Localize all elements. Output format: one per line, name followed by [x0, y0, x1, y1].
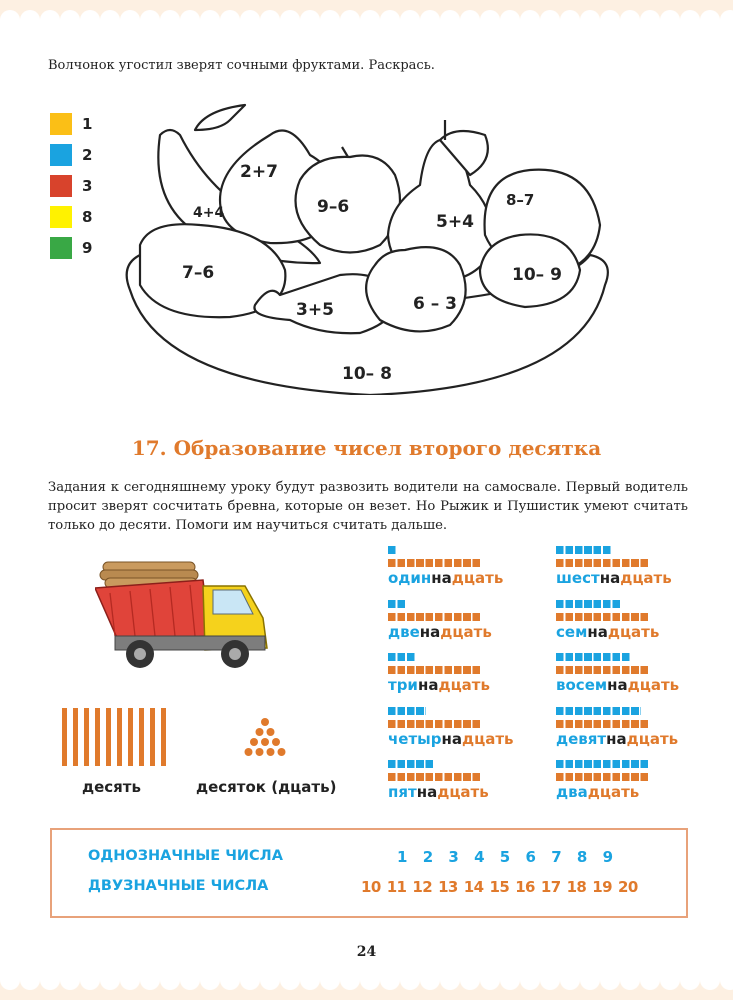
counting-dot: [278, 748, 286, 756]
word-suffix: дцать: [438, 676, 490, 694]
number-word: [388, 676, 490, 694]
word-base: девят: [556, 729, 607, 748]
single-digit: 2: [422, 848, 434, 866]
word-base: восем: [556, 676, 608, 694]
tens-squares: [388, 666, 482, 674]
fruit-expression: 7–6: [182, 263, 215, 283]
apple-stem: [342, 147, 348, 157]
number-word: [388, 569, 503, 587]
tens-squares: [556, 666, 650, 674]
tens-squares: [556, 613, 650, 621]
number-word-item: [556, 600, 733, 648]
double-digit: 17: [540, 878, 561, 896]
single-digit: 1: [397, 848, 408, 866]
color-swatch: [50, 175, 72, 197]
counting-stick: [139, 708, 144, 766]
word-base: шест: [556, 569, 600, 587]
legend-item: [50, 144, 130, 166]
number-word-item: [388, 707, 568, 755]
legend-number: 8: [82, 208, 93, 226]
numbers-box: [50, 828, 688, 918]
ten-sticks: [60, 708, 170, 768]
word-na: на: [606, 729, 627, 748]
number-word: [388, 730, 514, 748]
counting-stick: [117, 708, 122, 766]
word-base: сем: [556, 622, 588, 641]
counting-stick: [128, 708, 133, 766]
fruit-expression: 6 – 3: [413, 294, 457, 314]
double-digit: 18: [566, 878, 587, 896]
counting-dot: [250, 738, 258, 746]
color-swatch: [50, 206, 72, 228]
word-na: на: [599, 569, 621, 587]
word-suffix: дцать: [607, 622, 660, 641]
double-digit: 11: [386, 878, 407, 896]
number-word-item: [556, 653, 733, 701]
word-base: два: [556, 783, 588, 801]
page-number: 24: [356, 944, 377, 960]
legend-number: 1: [82, 115, 93, 133]
ones-squares: [556, 653, 631, 661]
scalloped-top-border: [0, 0, 733, 40]
word-base: один: [388, 569, 432, 587]
ones-squares: [388, 653, 416, 661]
tens-squares: [388, 613, 482, 621]
single-digit-label: ОДНОЗНАЧНЫЕ ЧИСЛА: [88, 848, 283, 864]
word-base: пят: [388, 783, 417, 801]
double-digit: 15: [489, 878, 510, 896]
word-na: на: [441, 729, 462, 748]
fruit-expression: 5+4: [436, 212, 474, 232]
legend-number: 2: [82, 146, 93, 164]
single-digit: 7: [551, 848, 562, 866]
scalloped-bottom-border: [0, 960, 733, 1000]
fruit-expression: 10– 9: [512, 265, 562, 285]
word-na: на: [419, 622, 441, 641]
word-na: на: [417, 676, 439, 694]
word-base: четыр: [388, 729, 442, 748]
word-base: две: [388, 622, 420, 641]
double-digit-label: ДВУЗНАЧНЫЕ ЧИСЛА: [88, 878, 269, 894]
fruit-expression: 8–7: [506, 191, 535, 209]
number-word: [388, 623, 492, 641]
tens-squares: [388, 720, 482, 728]
single-digit: 9: [602, 848, 614, 866]
double-digit: 13: [438, 878, 458, 896]
number-word: [556, 676, 679, 694]
single-digit: 6: [525, 848, 536, 866]
label-ten: десять: [82, 778, 141, 796]
counting-stick: [106, 708, 111, 766]
ones-squares: [556, 707, 641, 715]
legend-item: [50, 175, 130, 197]
word-suffix: дцать: [626, 729, 679, 748]
number-word-item: [388, 653, 568, 701]
counting-stick: [150, 708, 155, 766]
counting-stick: [84, 708, 89, 766]
double-digit: 14: [463, 878, 484, 896]
dump-truck-illustration: [95, 558, 270, 678]
word-suffix: дцать: [440, 622, 492, 641]
single-digit: 4: [474, 848, 485, 866]
word-suffix: дцать: [461, 729, 514, 748]
number-word: [556, 623, 659, 641]
word-na: на: [607, 676, 628, 694]
fruit-expression: 10– 8: [342, 364, 392, 384]
color-swatch: [50, 144, 72, 166]
dozen-dots-triangle: [240, 718, 290, 758]
double-digit: 20: [618, 878, 638, 896]
legend-item: [50, 113, 130, 135]
number-word: [556, 569, 672, 587]
word-base: три: [388, 676, 418, 694]
ones-squares: [388, 707, 426, 715]
tens-squares: [388, 773, 482, 781]
counting-stick: [62, 708, 67, 766]
task-paragraph: Задания к сегодняшнему уроку будут развозить водители на самосвале. Первый водитель просит зверят сосчитать бревна, которые он везет. Но Рыжик и Пушистик умеют считать только до десяти. Помоги им научиться считать дальше.: [48, 480, 688, 533]
single-digit: 5: [499, 848, 511, 866]
fruit-bowl-illustration: [120, 95, 620, 395]
number-word-item: [388, 546, 568, 594]
ones-squares: [556, 546, 612, 554]
counting-dot: [267, 748, 275, 756]
number-word-item: [556, 760, 733, 808]
counting-dot: [267, 728, 275, 736]
word-na: на: [431, 569, 452, 587]
counting-dot: [261, 718, 269, 726]
ones-squares: [388, 600, 407, 608]
ones-squares: [388, 760, 435, 768]
number-word-item: [388, 760, 568, 808]
color-swatch: [50, 113, 72, 135]
label-dozen: десяток (дцать): [196, 778, 337, 796]
tens-squares: [556, 559, 650, 567]
word-suffix: дцать: [437, 783, 489, 801]
double-digit: 16: [515, 878, 535, 896]
ones-squares: [556, 600, 622, 608]
ones-squares: [556, 760, 650, 768]
number-word-item: [556, 546, 733, 594]
counting-dot: [261, 738, 269, 746]
counting-stick: [95, 708, 100, 766]
tens-squares: [556, 773, 650, 781]
counting-dot: [256, 728, 264, 736]
counting-stick: [161, 708, 166, 766]
double-digit: 19: [592, 878, 612, 896]
word-suffix: дцать: [627, 676, 680, 694]
legend-number: 9: [82, 239, 93, 257]
counting-dot: [256, 748, 264, 756]
legend-number: 3: [82, 177, 93, 195]
color-swatch: [50, 237, 72, 259]
pear-left-leaf: [195, 105, 245, 130]
number-word-item: [388, 600, 568, 648]
ones-squares: [388, 546, 397, 554]
tens-squares: [556, 720, 650, 728]
double-digit: 10: [361, 878, 381, 896]
fruit-expression: 4+4: [193, 205, 225, 221]
single-digit: 3: [448, 848, 459, 866]
single-digit: 8: [576, 848, 588, 866]
number-word: [556, 783, 639, 801]
double-digit: 12: [412, 878, 433, 896]
word-suffix: дцать: [587, 783, 640, 801]
fruit-expression: 3+5: [296, 300, 334, 320]
number-word-item: [556, 707, 733, 755]
counting-dot: [272, 738, 280, 746]
section-heading: 17. Образование чисел второго десятка: [131, 436, 602, 460]
word-na: на: [416, 783, 438, 801]
number-word: [556, 730, 678, 748]
word-na: на: [587, 622, 608, 641]
number-word: [388, 783, 489, 801]
tens-squares: [388, 559, 482, 567]
counting-stick: [73, 708, 78, 766]
intro-text: Волчонок угостил зверят сочными фруктами. Раскрась.: [48, 58, 435, 73]
fruit-expression: 2+7: [240, 162, 278, 182]
apple-center-shape: [366, 247, 466, 331]
word-suffix: дцать: [451, 569, 504, 587]
legend-item: [50, 237, 130, 259]
fruit-expression: 9–6: [317, 197, 350, 217]
word-suffix: дцать: [620, 569, 672, 587]
legend-item: [50, 206, 130, 228]
counting-dot: [245, 748, 253, 756]
